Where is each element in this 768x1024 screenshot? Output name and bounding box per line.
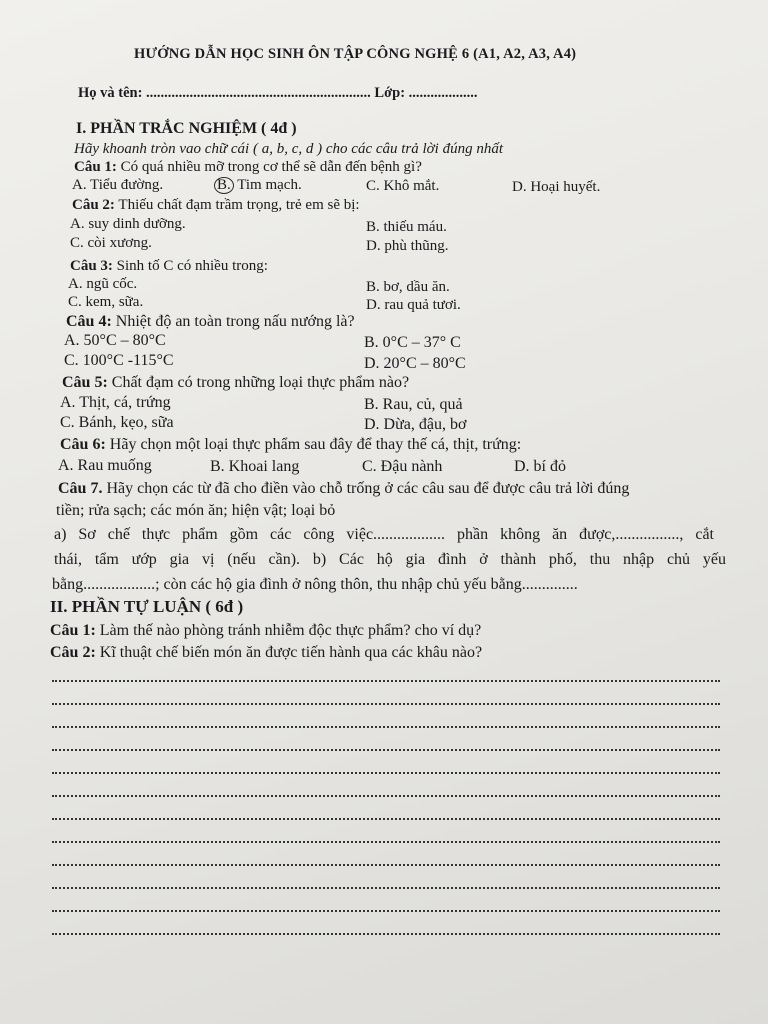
q4-option-b: B. 0°C – 37° C <box>364 334 461 351</box>
question-text: Hãy chọn các từ đã cho điền vào chỗ trống ở các câu sau để được câu trả lời đúng <box>106 480 630 497</box>
answer-line <box>52 749 720 751</box>
q3-option-a: A. ngũ cốc. <box>68 276 138 292</box>
question-text: Kĩ thuật chế biến món ăn được tiến hành qua các khâu nào? <box>99 644 483 661</box>
q4-option-c: C. 100°C -115°C <box>64 352 174 369</box>
q2-option-b: B. thiếu máu. <box>366 219 447 235</box>
q5-option-d: D. Dừa, đậu, bơ <box>364 416 467 433</box>
question-text: Nhiệt độ an toàn trong nấu nướng là? <box>115 313 355 330</box>
question-label: Câu 5: <box>62 374 108 391</box>
part2-heading: II. PHẦN TỰ LUẬN ( 6đ ) <box>50 597 244 616</box>
answer-line <box>52 703 720 705</box>
question-text: Sinh tố C có nhiều trong: <box>116 258 268 274</box>
q1-option-a: A. Tiểu đường. <box>72 177 164 193</box>
question-3 <box>70 257 268 275</box>
q1-option-b <box>216 176 302 194</box>
q7-line-b: thái, tẩm ướp gia vị (nếu cần). b) Các hộ gia đình ở thành phố, thu nhập chủ yếu <box>54 551 726 568</box>
q7-word-bank: tiền; rửa sạch; các món ăn; hiện vật; loại bỏ <box>56 502 336 519</box>
question-text: Có quá nhiều mỡ trong cơ thể sẽ dẫn đến bệnh gì? <box>120 159 422 175</box>
question-text: Thiếu chất đạm trầm trọng, trẻ em sẽ bị: <box>118 197 360 213</box>
q3-option-b: B. bơ, dầu ăn. <box>366 279 450 295</box>
q2-option-c: C. còi xương. <box>70 235 152 251</box>
q2-option-d: D. phù thũng. <box>366 238 449 254</box>
q7-line-c: bằng..................; còn các hộ gia đình ở nông thôn, thu nhập chủ yếu bằng.............. <box>52 576 578 593</box>
part1-heading: I. PHẦN TRẮC NGHIỆM ( 4đ ) <box>76 120 297 137</box>
answer-line <box>52 795 720 797</box>
question-7 <box>58 480 629 498</box>
q4-option-d: D. 20°C – 80°C <box>364 355 466 372</box>
question-label: Câu 2: <box>72 197 115 213</box>
q5-option-c: C. Bánh, kẹo, sữa <box>60 414 174 431</box>
answer-line <box>52 772 720 774</box>
question-label: Câu 1: <box>74 159 117 175</box>
question-4 <box>66 313 355 331</box>
answer-line <box>52 910 720 912</box>
q3-option-c: C. kem, sữa. <box>68 294 144 310</box>
answer-line <box>52 841 720 843</box>
q1-option-d: D. Hoại huyết. <box>512 179 601 195</box>
question-text: Làm thế nào phòng tránh nhiễm độc thực phẩm? cho ví dụ? <box>99 622 482 639</box>
question-text: Hãy chọn một loại thực phẩm sau đây để thay thế cá, thịt, trứng: <box>109 436 522 453</box>
q6-option-d: D. bí đỏ <box>514 458 566 475</box>
question-label: Câu 1: <box>50 622 96 639</box>
question-5 <box>62 374 409 392</box>
part1-instruction: Hãy khoanh tròn vao chữ cái ( a, b, c, d ) cho các câu trả lời đúng nhất <box>74 141 504 157</box>
q5-option-b: B. Rau, củ, quả <box>364 396 463 413</box>
question-label: Câu 6: <box>60 436 106 453</box>
essay-question-1 <box>50 622 481 640</box>
q4-option-a: A. 50°C – 80°C <box>64 332 166 349</box>
question-1 <box>74 158 422 176</box>
answer-line <box>52 864 720 866</box>
q5-option-a: A. Thịt, cá, trứng <box>60 394 171 411</box>
question-6 <box>60 436 521 454</box>
answer-line <box>52 680 720 682</box>
question-label: Câu 4: <box>66 313 112 330</box>
answer-line <box>52 933 720 935</box>
question-label: Câu 7. <box>58 480 103 497</box>
q7-line-a: a) Sơ chế thực phẩm gồm các công việc.................. phần không ăn được,................, cắt <box>54 526 714 543</box>
answer-line <box>52 818 720 820</box>
q3-option-d: D. rau quả tươi. <box>366 297 461 313</box>
q1-option-c: C. Khô mắt. <box>366 178 440 194</box>
answer-line <box>52 726 720 728</box>
q6-option-a: A. Rau muống <box>58 457 152 474</box>
question-2 <box>72 196 360 214</box>
answer-line <box>52 887 720 889</box>
page-title: HƯỚNG DẪN HỌC SINH ÔN TẬP CÔNG NGHỆ 6 (A1, A2, A3, A4) <box>134 46 577 62</box>
q6-option-c: C. Đậu nành <box>362 458 443 475</box>
question-label: Câu 3: <box>70 258 113 274</box>
answer-circle: B. <box>214 177 234 194</box>
student-name-class-line: Họ và tên: .............................................................. Lớp: ................... <box>78 85 478 101</box>
q1-option-b-text: Tim mạch. <box>237 177 302 193</box>
q2-option-a: A. suy dinh dưỡng. <box>70 216 186 232</box>
essay-question-2 <box>50 644 482 662</box>
question-text: Chất đạm có trong những loại thực phẩm nào? <box>111 374 410 391</box>
q6-option-b: B. Khoai lang <box>210 458 300 475</box>
question-label: Câu 2: <box>50 644 96 661</box>
